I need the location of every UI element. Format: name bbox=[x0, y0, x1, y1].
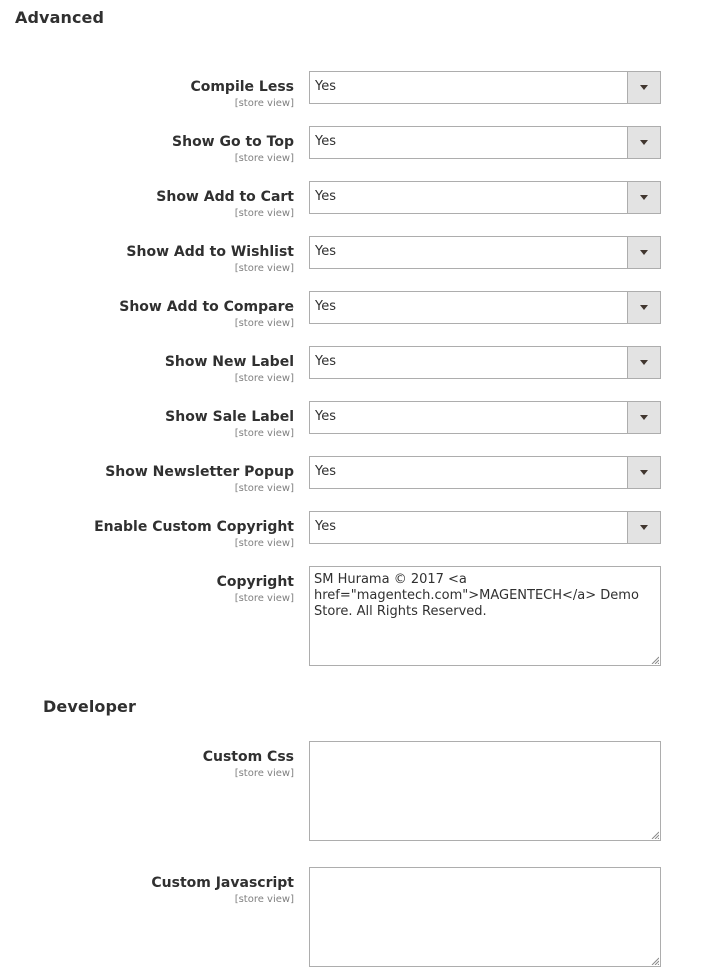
dropdown-arrow-icon[interactable] bbox=[627, 237, 660, 268]
scope-label: [store view] bbox=[234, 153, 294, 164]
section-title-developer: Developer bbox=[43, 697, 136, 716]
field-label: Show Sale Label bbox=[165, 409, 294, 425]
field-label: Show New Label bbox=[164, 354, 294, 370]
scope-label: [store view] bbox=[234, 894, 294, 905]
show-sale-label-select[interactable] bbox=[309, 401, 661, 434]
field-label: Show Add to Compare bbox=[119, 299, 294, 315]
dropdown-arrow-icon[interactable] bbox=[627, 512, 660, 543]
scope-label: [store view] bbox=[234, 318, 294, 329]
dropdown-arrow-icon[interactable] bbox=[627, 182, 660, 213]
resize-handle-icon[interactable] bbox=[651, 656, 659, 664]
field-label: Show Add to Cart bbox=[156, 189, 294, 205]
section-title-advanced: Advanced bbox=[15, 8, 105, 27]
scope-label: [store view] bbox=[234, 538, 294, 549]
resize-handle-icon[interactable] bbox=[651, 957, 659, 965]
textarea-value: SM Hurama © 2017 <a href="magentech.com">MAGENTECH</a> Demo Store. All Rights Reserved. bbox=[314, 572, 644, 619]
dropdown-arrow-icon[interactable] bbox=[627, 292, 660, 323]
copyright-textarea[interactable] bbox=[309, 566, 661, 666]
show-add-to-cart-select[interactable] bbox=[309, 181, 661, 214]
dropdown-arrow-icon[interactable] bbox=[627, 402, 660, 433]
dropdown-arrow-icon[interactable] bbox=[627, 127, 660, 158]
field-label: Custom Css bbox=[202, 749, 294, 765]
dropdown-arrow-icon[interactable] bbox=[627, 72, 660, 103]
select-value: Yes bbox=[315, 134, 336, 149]
select-value: Yes bbox=[315, 354, 336, 369]
field-label: Show Add to Wishlist bbox=[126, 244, 294, 260]
show-go-to-top-select[interactable] bbox=[309, 126, 661, 159]
scope-label: [store view] bbox=[234, 483, 294, 494]
compile-less-select[interactable] bbox=[309, 71, 661, 104]
scope-label: [store view] bbox=[234, 428, 294, 439]
select-value: Yes bbox=[315, 299, 336, 314]
dropdown-arrow-icon[interactable] bbox=[627, 457, 660, 488]
field-label: Enable Custom Copyright bbox=[94, 519, 294, 535]
show-newsletter-popup-select[interactable] bbox=[309, 456, 661, 489]
custom-javascript-textarea[interactable] bbox=[309, 867, 661, 967]
scope-label: [store view] bbox=[234, 593, 294, 604]
show-add-to-compare-select[interactable] bbox=[309, 291, 661, 324]
select-value: Yes bbox=[315, 409, 336, 424]
show-add-to-wishlist-select[interactable] bbox=[309, 236, 661, 269]
custom-css-textarea[interactable] bbox=[309, 741, 661, 841]
scope-label: [store view] bbox=[234, 768, 294, 779]
select-value: Yes bbox=[315, 244, 336, 259]
field-label: Custom Javascript bbox=[151, 875, 294, 891]
select-value: Yes bbox=[315, 79, 336, 94]
show-new-label-select[interactable] bbox=[309, 346, 661, 379]
select-value: Yes bbox=[315, 464, 336, 479]
field-label: Show Newsletter Popup bbox=[105, 464, 294, 480]
scope-label: [store view] bbox=[234, 263, 294, 274]
select-value: Yes bbox=[315, 189, 336, 204]
field-label: Compile Less bbox=[190, 79, 294, 95]
scope-label: [store view] bbox=[234, 208, 294, 219]
field-label: Show Go to Top bbox=[172, 134, 294, 150]
select-value: Yes bbox=[315, 519, 336, 534]
enable-custom-copyright-select[interactable] bbox=[309, 511, 661, 544]
resize-handle-icon[interactable] bbox=[651, 831, 659, 839]
dropdown-arrow-icon[interactable] bbox=[627, 347, 660, 378]
field-label: Copyright bbox=[216, 574, 294, 590]
scope-label: [store view] bbox=[234, 373, 294, 384]
scope-label: [store view] bbox=[234, 98, 294, 109]
